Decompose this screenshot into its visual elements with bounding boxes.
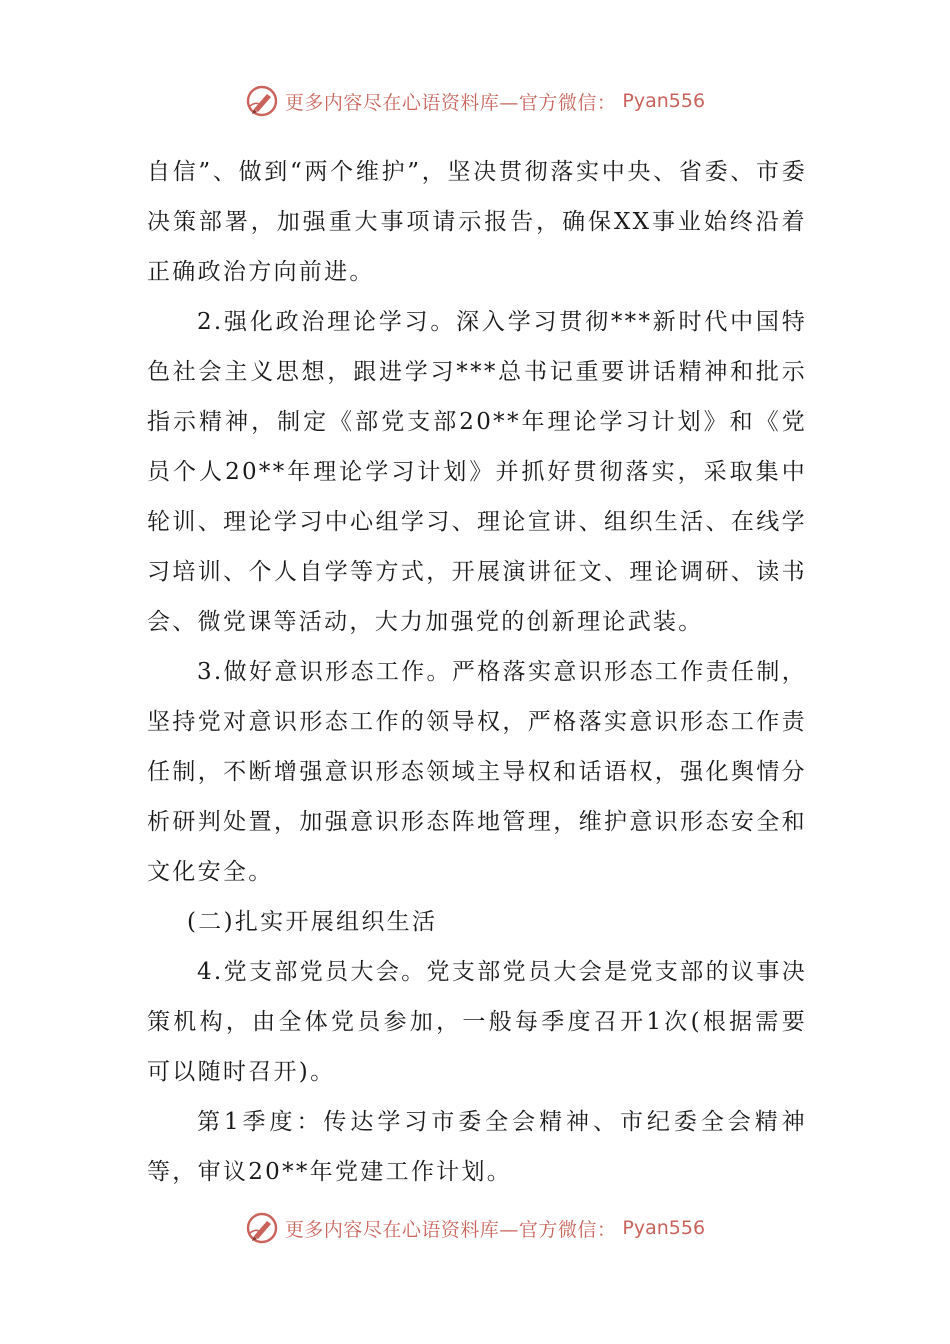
pen-logo-icon (245, 1211, 279, 1245)
footer-slogan: 更多内容尽在心语资料库—官方微信： (284, 1218, 617, 1241)
footer-banner (0, 1211, 950, 1245)
paragraph-quarter-1: 第1季度：传达学习市委全会精神、市纪委全会精神等，审议20**年党建工作计划。 (147, 1109, 807, 1185)
header-slogan: 更多内容尽在心语资料库—官方微信： (284, 91, 617, 114)
paragraph-item-2: 2.强化政治理论学习。深入学习贯彻***新时代中国特色社会主义思想，跟进学习***总书记重要讲话精神和批示指示精神，制定《部党支部20**年理论学习计划》和《党员个人20**年理论学习计划》并抓好贯彻落实，采取集中轮训、理论学习中心组学习、理论宣讲、组织生活、在线学习培训、个人自学等方式，开展演讲征文、理论调研、读书会、微党课等活动，大力加强党的创新理论武装。 (147, 309, 807, 635)
paragraph-item-4: 4.党支部党员大会。党支部党员大会是党支部的议事决策机构，由全体党员参加，一般每季度召开1次(根据需要可以随时召开)。 (147, 959, 807, 1085)
paragraph-item-3: 3.做好意识形态工作。严格落实意识形态工作责任制，坚持党对意识形态工作的领导权，严格落实意识形态工作责任制，不断增强意识形态领域主导权和话语权，强化舆情分析研判处置，加强意识形态阵地管理，维护意识形态安全和文化安全。 (147, 659, 807, 885)
footer-wechat-id: Pyan556 (622, 1217, 706, 1239)
paragraph-continuation: 自信”、做到“两个维护”，坚决贯彻落实中央、省委、市委决策部署，加强重大事项请示报告，确保XX事业始终沿着正确政治方向前进。 (147, 159, 807, 285)
pen-logo-icon (245, 84, 279, 118)
section-heading-2: (二)扎实开展组织生活 (187, 909, 438, 935)
document-body (147, 147, 807, 1197)
header-wechat-id: Pyan556 (622, 90, 706, 112)
header-banner (0, 84, 950, 118)
